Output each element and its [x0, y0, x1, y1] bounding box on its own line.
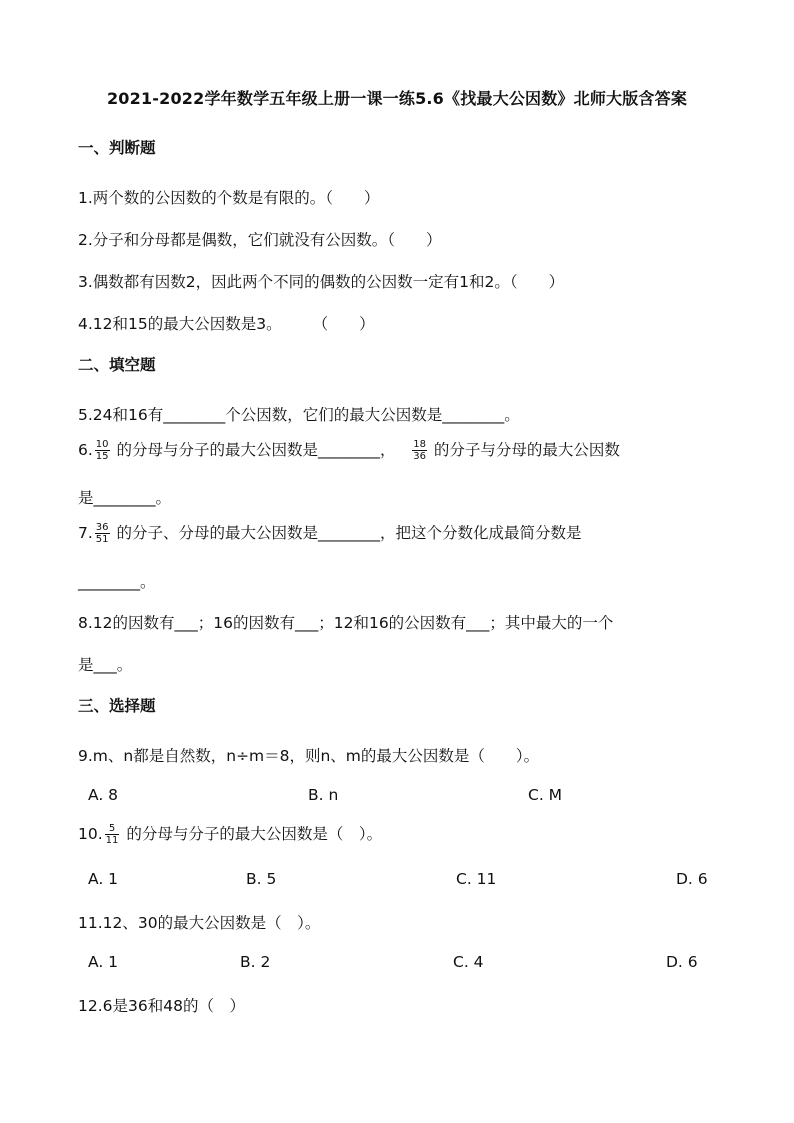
- question-10-number: 10.: [78, 825, 103, 843]
- question-7-line2: ________。: [78, 573, 156, 591]
- question-7: [78, 521, 581, 545]
- question-10-option-b: B. 5: [246, 870, 277, 888]
- fraction-18-36: [412, 439, 427, 462]
- question-11: 11.12、30的最大公因数是（ ）。: [78, 914, 321, 932]
- question-10-option-a: A. 1: [88, 870, 119, 888]
- question-10-option-d: D. 6: [676, 870, 708, 888]
- fraction-numerator: 18: [413, 439, 426, 450]
- fraction-numerator: 10: [95, 439, 109, 450]
- fraction-numerator: 5: [105, 823, 120, 835]
- fraction-denominator: 15: [95, 451, 109, 462]
- question-6: [78, 438, 620, 462]
- question-9-option-b: B. n: [308, 786, 339, 804]
- question-11-option-a: A. 1: [88, 953, 119, 971]
- question-4: 4.12和15的最大公因数是3。 （ ）: [78, 315, 375, 333]
- question-6-number: 6.: [78, 441, 93, 459]
- question-5: 5.24和16有________个公因数，它们的最大公因数是________。: [78, 406, 520, 424]
- fraction-denominator: 51: [95, 534, 109, 545]
- question-11-option-b: B. 2: [240, 953, 271, 971]
- question-9-option-c: C. M: [528, 786, 563, 804]
- question-10-text: 的分母与分子的最大公因数是（ ）。: [121, 825, 383, 843]
- question-7-number: 7.: [78, 524, 93, 542]
- question-6-line2: 是________。: [78, 489, 172, 507]
- section-heading-fill-blank: 二、填空题: [78, 356, 156, 374]
- question-12: 12.6是36和48的（ ）: [78, 997, 245, 1015]
- page-title: 2021-2022学年数学五年级上册一课一练5.6《找最大公因数》北师大版含答案: [106, 89, 688, 108]
- fraction-10-15: [95, 439, 110, 462]
- question-3: 3.偶数都有因数2，因此两个不同的偶数的公因数一定有1和2。（ ）: [78, 273, 565, 291]
- fraction-36-51: [95, 522, 110, 545]
- question-8: 8.12的因数有___；16的因数有___；12和16的公因数有___；其中最大的一个: [78, 614, 614, 632]
- question-2: 2.分子和分母都是偶数，它们就没有公因数。（ ）: [78, 231, 442, 249]
- question-8-line2: 是___。: [78, 656, 133, 674]
- fraction-numerator: 36: [95, 522, 109, 533]
- question-10-option-c: C. 11: [456, 870, 497, 888]
- question-6-tail: 的分子与分母的最大公因数: [428, 441, 620, 459]
- question-1: 1.两个数的公因数的个数是有限的。（ ）: [78, 189, 380, 207]
- question-11-option-d: D. 6: [666, 953, 698, 971]
- question-10: [78, 822, 382, 846]
- section-heading-judgement: 一、判断题: [78, 139, 156, 157]
- fraction-5-11: [105, 823, 120, 846]
- fraction-denominator: 36: [413, 451, 426, 462]
- fraction-denominator: 11: [105, 835, 119, 846]
- question-11-option-c: C. 4: [453, 953, 484, 971]
- question-9-option-a: A. 8: [88, 786, 119, 804]
- question-6-text: 的分母与分子的最大公因数是________，: [111, 441, 396, 459]
- section-heading-choice: 三、选择题: [78, 697, 156, 715]
- question-7-text: 的分子、分母的最大公因数是________，把这个分数化成最简分数是: [111, 524, 582, 542]
- question-9: 9.m、n都是自然数，n÷m＝8，则n、m的最大公因数是（ ）。: [78, 747, 540, 765]
